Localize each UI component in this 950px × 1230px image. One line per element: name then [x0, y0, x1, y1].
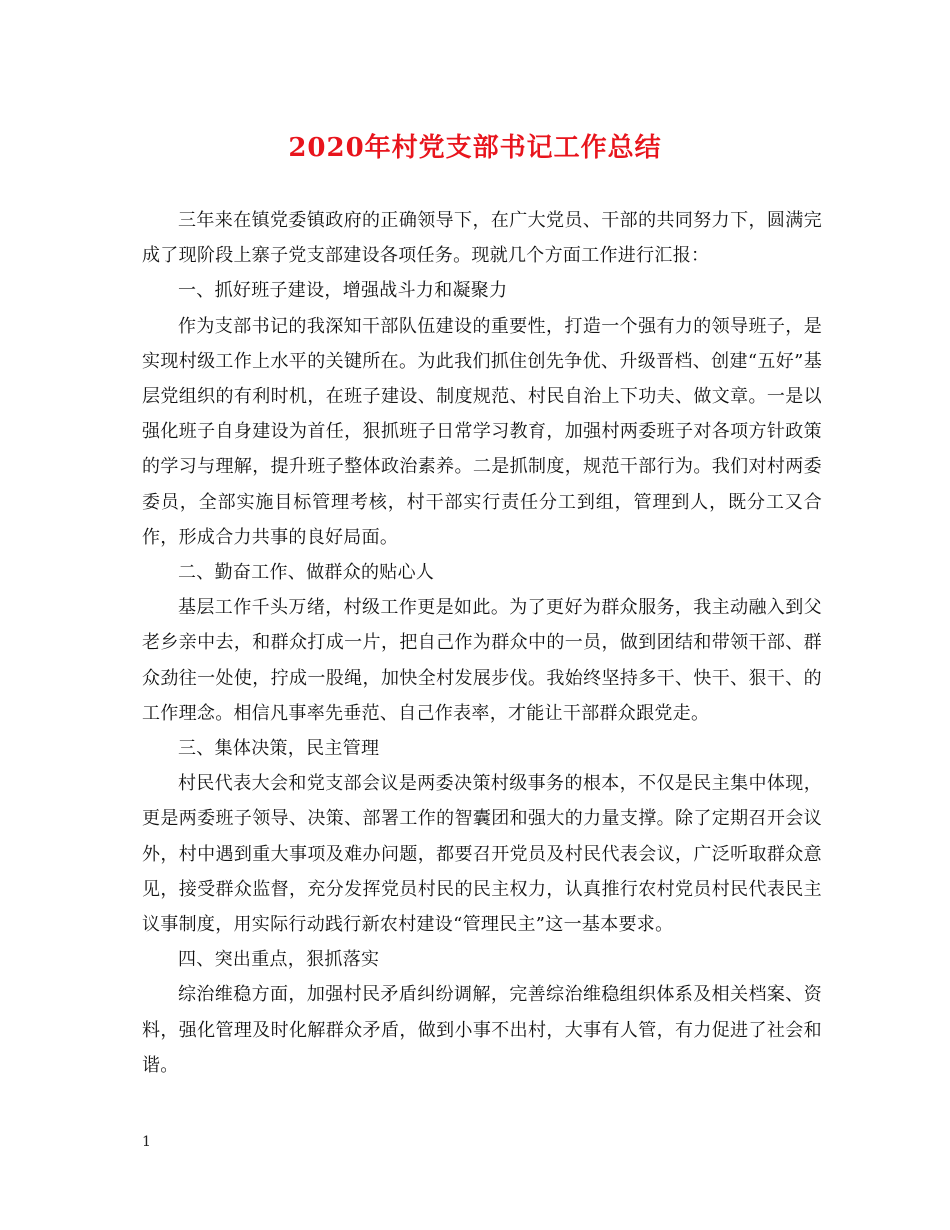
section-heading-2: 二、勤奋工作、做群众的贴心人 [178, 562, 435, 584]
section-paragraph-3: 村民代表大会和党支部会议是两委决策村级事务的根本，不仅是民主集中体现，更是两委班子领导、决策、部署工作的智囊团和强大的力量支撑。除了定期召开会议外，村中遇到重大事项及难办问题，都要召开党员及村民代表会议，广泛听取群众意见，接受群众监督，充分发挥党员村民的民主权力，认真推行农村党员村民代表民主议事制度，用实际行动践行新农村建设“管理民主”这一基本要求。 [142, 773, 822, 936]
intro-paragraph: 三年来在镇党委镇政府的正确领导下，在广大党员、干部的共同努力下，圆满完成了现阶段上寨子党支部建设各项任务。现就几个方面工作进行汇报： [142, 210, 822, 267]
section-paragraph-2: 基层工作千头万绪，村级工作更是如此。为了更好为群众服务，我主动融入到父老乡亲中去，和群众打成一片，把自己作为群众中的一员，做到团结和带领干部、群众劲往一处使，拧成一股绳，加快全村发展步伐。我始终坚持多干、快干、狠干、的工作理念。相信凡事率先垂范、自己作表率，才能让干部群众跟党走。 [142, 597, 822, 724]
section-paragraph-1: 作为支部书记的我深知干部队伍建设的重要性，打造一个强有力的领导班子，是实现村级工作上水平的关键所在。为此我们抓住创先争优、升级晋档、创建“五好”基层党组织的有利时机，在班子建设、制度规范、村民自治上下功夫、做文章。一是以强化班子自身建设为首任，狠抓班子日常学习教育，加强村两委班子对各项方针政策的学习与理解，提升班子整体政治素养。二是抓制度，规范干部行为。我们对村两委委员，全部实施目标管理考核，村干部实行责任分工到组，管理到人，既分工又合作，形成合力共事的良好局面。 [142, 315, 822, 548]
section-heading-1: 一、抓好班子建设，增强战斗力和凝聚力 [178, 280, 508, 302]
section-heading-4: 四、突出重点，狠抓落实 [178, 949, 380, 971]
page-number: 1 [142, 1134, 151, 1150]
document-title: 2020年村党支部书记工作总结 [288, 133, 662, 163]
section-heading-3: 三、集体决策，民主管理 [178, 738, 380, 760]
section-paragraph-4: 综治维稳方面，加强村民矛盾纠纷调解，完善综治维稳组织体系及相关档案、资料，强化管理及时化解群众矛盾，做到小事不出村，大事有人管，有力促进了社会和谐。 [142, 984, 822, 1076]
document-body [142, 203, 822, 1083]
